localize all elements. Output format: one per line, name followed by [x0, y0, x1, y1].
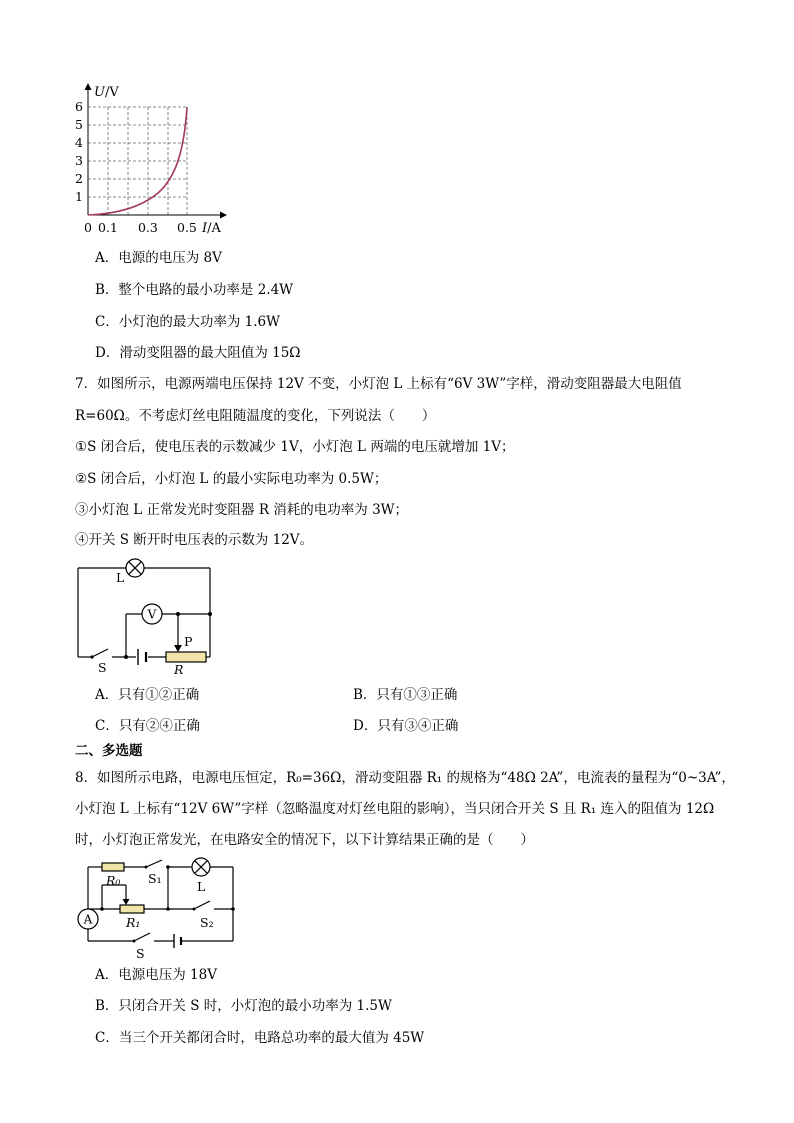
s2-label: S₂ [200, 915, 214, 930]
lamp-label: L [197, 879, 206, 894]
section-title: 二、多选题 [75, 743, 143, 759]
q7-option-d: D．只有③④正确 [353, 718, 459, 734]
q6-option-d: D．滑动变阻器的最大阻值为 15Ω [95, 345, 301, 361]
y-tick-label: 5 [75, 117, 83, 132]
ammeter-icon [78, 909, 98, 929]
q7-circuit-diagram [70, 558, 220, 678]
slider-arrow-icon [123, 899, 130, 905]
r1-label: R₁ [126, 915, 141, 930]
x-origin-label: 0 [84, 220, 92, 235]
q7-option-a: A．只有①②正确 [95, 687, 200, 703]
slider-arrow-icon [174, 645, 182, 652]
switch-label: S [136, 946, 145, 961]
s1-label: S₁ [148, 871, 162, 886]
voltmeter-icon [142, 604, 162, 624]
x-tick-label: 0.3 [138, 220, 158, 235]
q7-option-b: B．只有①③正确 [353, 687, 458, 703]
q8-option-c: C．当三个开关都闭合时，电路总功率的最大值为 45W [95, 1030, 425, 1046]
r0-label: R₀ [106, 873, 121, 888]
y-tick-label: 1 [75, 189, 83, 204]
q8-stem-line3: 时，小灯泡正常发光，在电路安全的情况下，以下计算结果正确的是（ ） [75, 832, 534, 848]
y-tick-label: 6 [75, 99, 83, 114]
y-tick-label: 4 [75, 135, 83, 150]
x-tick-label: 0.1 [98, 220, 118, 235]
y-tick-label: 2 [75, 171, 83, 186]
y-tick-label: 3 [75, 153, 83, 168]
lamp-label: L [116, 570, 125, 585]
resistor-label: R [174, 662, 184, 677]
q7-statement-3: ③小灯泡 L 正常发光时变阻器 R 消耗的电功率为 3W； [75, 502, 409, 518]
q7-stem-line2: R=60Ω。不考虑灯丝电阻随温度的变化，下列说法（ ） [75, 408, 436, 424]
q6-option-c: C．小灯泡的最大功率为 1.6W [95, 314, 280, 330]
switch-label: S [98, 660, 107, 675]
q8-circuit-diagram [70, 855, 250, 963]
q7-stem-line1: 7．如图所示，电源两端电压保持 12V 不变，小灯泡 L 上标有“6V 3W”字样，滑动变阻器最大电阻值 [75, 376, 682, 392]
slider-label: P [184, 634, 193, 649]
q8-stem-line1: 8．如图所示电路，电源电压恒定，R₀=36Ω，滑动变阻器 R₁ 的规格为“48Ω 2A”，电流表的量程为“0~3A”， [75, 770, 735, 786]
q8-option-a: A．电源电压为 18V [95, 967, 217, 983]
svg-text:A: A [83, 912, 93, 927]
q6-option-a: A．电源的电压为 8V [95, 250, 222, 266]
q6-option-b: B．整个电路的最小功率是 2.4W [95, 282, 294, 298]
q8-option-b: B．只闭合开关 S 时，小灯泡的最小功率为 1.5W [95, 998, 392, 1014]
u-i-curve [88, 107, 187, 215]
x-tick-label: 0.5 [177, 220, 197, 235]
svg-text:V: V [147, 607, 157, 622]
x-axis-label: I/A [202, 221, 221, 236]
q7-statement-1: ①S 闭合后，使电压表的示数减少 1V，小灯泡 L 两端的电压就增加 1V； [75, 439, 515, 455]
q7-statement-2: ②S 闭合后，小灯泡 L 的最小实际电功率为 0.5W； [75, 471, 388, 487]
y-axis-label: U/V [94, 85, 119, 100]
lamp-icon [192, 858, 210, 876]
q8-stem-line2: 小灯泡 L 上标有“12V 6W”字样（忽略温度对灯丝电阻的影响），当只闭合开关 S 且 R₁ 连入的阻值为 12Ω [75, 801, 715, 817]
q7-statement-4: ④开关 S 断开时电压表的示数为 12V。 [75, 532, 314, 548]
u-i-graph [70, 78, 240, 238]
lamp-icon [126, 559, 144, 577]
q7-option-c: C．只有②④正确 [95, 718, 200, 734]
graph-grid [88, 107, 187, 215]
